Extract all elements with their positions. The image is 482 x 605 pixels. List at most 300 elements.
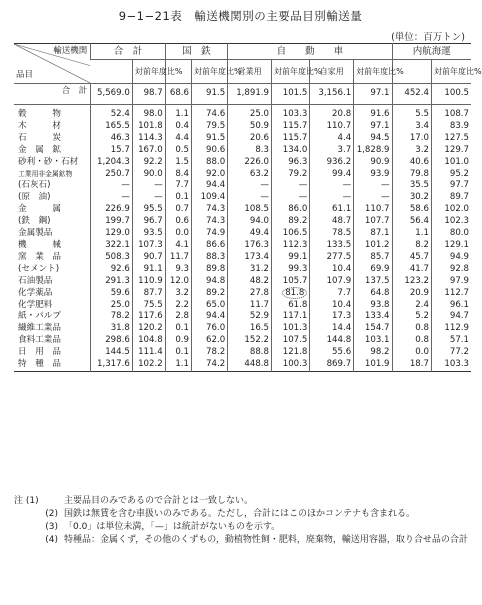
cell: 0.6 (165, 216, 191, 228)
cell: 86.6 (192, 240, 228, 252)
group-header-auto: 自 動 車 (228, 44, 392, 60)
cell: 97.1 (354, 84, 392, 105)
cell: 20.9 (392, 288, 431, 300)
cell: 25.0 (228, 109, 272, 121)
cell: 91.5 (192, 84, 228, 105)
cell: 64.8 (354, 288, 392, 300)
note-text: 「0.0」は単位未満，「—」は統計がないものを示す。 (64, 522, 281, 532)
cell: 62.0 (192, 335, 228, 347)
cell: 5.5 (392, 109, 431, 121)
table-row (14, 228, 471, 240)
cell: 78.2 (192, 347, 228, 359)
cell: 20.6 (228, 133, 272, 145)
cell: 46.3 (91, 133, 133, 145)
cell: 102.3 (431, 216, 471, 228)
cell: 41.7 (392, 264, 431, 276)
table-row (14, 264, 471, 276)
cell: 101.8 (132, 121, 165, 133)
cell: 55.6 (310, 347, 354, 359)
cell: 79.5 (192, 121, 228, 133)
cell: 103.1 (354, 335, 392, 347)
cell: 90.9 (354, 157, 392, 169)
row-label: 食料工業品 (18, 335, 61, 346)
cell: 91.1 (132, 264, 165, 276)
cell: 90.0 (132, 169, 165, 181)
cell: — (91, 180, 133, 192)
row-label: 機 械 (18, 239, 61, 250)
cell: 78.2 (91, 311, 133, 323)
cell: 869.7 (310, 359, 354, 371)
cell: 1.1 (165, 359, 191, 371)
cell: 93.9 (354, 169, 392, 181)
cell: 99.4 (310, 169, 354, 181)
cell: 79.8 (392, 169, 431, 181)
cell: 109.4 (192, 192, 228, 204)
cell: 75.5 (132, 300, 165, 312)
cell: 50.9 (228, 121, 272, 133)
cell: 0.0 (392, 347, 431, 359)
cell: — (310, 180, 354, 192)
cell: 127.5 (431, 133, 471, 145)
cell: — (354, 192, 392, 204)
row-label: (石灰石) (18, 180, 51, 191)
cell: — (132, 180, 165, 192)
cell: 3.7 (310, 145, 354, 157)
cell: 0.1 (165, 347, 191, 359)
cell: 74.2 (192, 359, 228, 371)
cell: 45.7 (392, 252, 431, 264)
cell: 77.2 (431, 347, 471, 359)
table-row (14, 216, 471, 228)
cell: 133.4 (354, 311, 392, 323)
cell: 0.0 (165, 228, 191, 240)
cell: 129.7 (431, 145, 471, 157)
table-row (14, 192, 471, 204)
cell: 115.7 (272, 121, 310, 133)
cell: 63.2 (228, 169, 272, 181)
table-row (14, 109, 471, 121)
cell: 85.7 (354, 252, 392, 264)
cell: 18.7 (392, 359, 431, 371)
table-title: 9−1−21表 輸送機関別の主要品目別輸送量 (118, 9, 363, 23)
cell (272, 288, 310, 300)
cell: 20.8 (310, 109, 354, 121)
cell: 154.7 (354, 323, 392, 335)
cell: 79.2 (272, 169, 310, 181)
cell: 88.0 (192, 157, 228, 169)
cell: — (91, 192, 133, 204)
row-label: (原 油) (18, 192, 51, 203)
cell: 112.7 (431, 288, 471, 300)
cell: 277.5 (310, 252, 354, 264)
table-row (14, 347, 471, 359)
cell: 291.3 (91, 276, 133, 288)
cell: 88.3 (192, 252, 228, 264)
cell: 61.1 (310, 204, 354, 216)
cell: 3,156.1 (310, 84, 354, 105)
cell: 1,828.9 (354, 145, 392, 157)
cell: 107.7 (354, 216, 392, 228)
row-label: (セメント) (18, 263, 60, 274)
sub-header-yoy: 対前年度比% (354, 60, 392, 84)
table-row (14, 121, 471, 133)
cell: 94.7 (431, 311, 471, 323)
cell: 94.5 (354, 133, 392, 145)
cell: 144.5 (91, 347, 133, 359)
row-label: 木 材 (18, 120, 61, 131)
cell: 59.6 (91, 288, 133, 300)
cell: 9.3 (165, 264, 191, 276)
cell: 103.3 (272, 109, 310, 121)
header-corner (14, 44, 91, 96)
unit-label: (単位：百万トン) (391, 32, 465, 43)
cell: 94.8 (192, 276, 228, 288)
cell: 114.3 (132, 133, 165, 145)
cell: — (354, 180, 392, 192)
row-label: 化学薬品 (18, 287, 53, 298)
cell: 30.2 (392, 192, 431, 204)
cell: 88.8 (228, 347, 272, 359)
cell: 226.0 (228, 157, 272, 169)
cell: 100.5 (431, 84, 471, 105)
row-label: 金 属 鉱 (18, 144, 61, 155)
table-row (14, 311, 471, 323)
table-row (14, 145, 471, 157)
cell: — (132, 192, 165, 204)
cell: 0.8 (392, 335, 431, 347)
cell: 95.5 (132, 204, 165, 216)
cell: 91.6 (354, 109, 392, 121)
cell: 108.7 (431, 109, 471, 121)
cell: 129.1 (431, 240, 471, 252)
cell: 87.1 (354, 228, 392, 240)
corner-bottom-label: 品目 (16, 70, 34, 81)
cell: 250.7 (91, 169, 133, 181)
cell: 94.0 (228, 216, 272, 228)
sub-header-commercial: 営業用 (228, 60, 272, 84)
cell: 8.4 (165, 169, 191, 181)
cell: 96.7 (132, 216, 165, 228)
cell: 3.2 (392, 145, 431, 157)
cell: 11.7 (165, 252, 191, 264)
cell: — (228, 192, 272, 204)
cell: 74.6 (192, 109, 228, 121)
table-row (14, 204, 471, 216)
cell: — (272, 192, 310, 204)
sub-header-yoy: 対前年度比% (272, 60, 310, 84)
cell: 92.8 (431, 264, 471, 276)
group-header-total: 合 計 (91, 44, 166, 60)
cell: 117.1 (272, 311, 310, 323)
cell: 7.7 (310, 288, 354, 300)
cell: 1.1 (165, 109, 191, 121)
cell: 98.2 (354, 347, 392, 359)
cell: 92.6 (91, 264, 133, 276)
cell: 4.1 (165, 240, 191, 252)
cell: 3.4 (392, 121, 431, 133)
cell: 48.2 (228, 276, 272, 288)
cell: 110.9 (132, 276, 165, 288)
note-key: (3) (45, 522, 58, 532)
cell: 5.2 (392, 311, 431, 323)
sub-header-yoy: 対前年度比% (132, 60, 165, 84)
cell: 298.6 (91, 335, 133, 347)
row-label: 金 属 (18, 204, 61, 215)
cell: 1,317.6 (91, 359, 133, 371)
cell: 448.8 (228, 359, 272, 371)
row-label: 特 種 品 (18, 359, 61, 370)
row-label: 工業用非金属鉱物 (18, 169, 73, 178)
cell: 129.0 (91, 228, 133, 240)
cell: 31.8 (91, 323, 133, 335)
cell: 107.9 (310, 276, 354, 288)
cell: 92.2 (132, 157, 165, 169)
cell: 173.4 (228, 252, 272, 264)
note-text: 主要品目のみであるので合計とは一致しない。 (64, 496, 254, 506)
table-row (14, 359, 471, 371)
note-item (14, 508, 474, 521)
row-label: 穀 物 (18, 109, 61, 119)
cell: 89.7 (431, 192, 471, 204)
table-row (14, 288, 471, 300)
cell: 112.9 (431, 323, 471, 335)
cell: 8.3 (228, 145, 272, 157)
cell: 65.0 (192, 300, 228, 312)
cell: 99.1 (272, 252, 310, 264)
cell: 74.3 (192, 216, 228, 228)
cell: 199.7 (91, 216, 133, 228)
cell: 78.5 (310, 228, 354, 240)
cell: 103.3 (431, 359, 471, 371)
row-label: (鉄 鋼) (18, 216, 51, 227)
cell: 40.6 (392, 157, 431, 169)
cell: 98.7 (132, 84, 165, 105)
table-row (14, 240, 471, 252)
note-key: (2) (45, 509, 58, 519)
cell: 97.1 (354, 121, 392, 133)
cell: 58.6 (392, 204, 431, 216)
cell: 1.1 (392, 228, 431, 240)
cell: 95.2 (431, 169, 471, 181)
cell: 52.4 (91, 109, 133, 121)
cell: 101.0 (431, 157, 471, 169)
cell: 10.4 (310, 264, 354, 276)
transport-table (14, 43, 482, 372)
cell: 57.1 (431, 335, 471, 347)
cell: 107.5 (272, 335, 310, 347)
corner-mid-label: 合 計 (61, 86, 88, 96)
note-text: 特種品：金属くず，その他のくずもの，動植物性飼・肥料，廃棄物，輸送用容器，取り合せ品の合計 (64, 535, 468, 545)
cell: 89.2 (192, 288, 228, 300)
row-label: 日 用 品 (18, 347, 61, 358)
row-label: 窯 業 品 (18, 251, 61, 262)
cell: 117.6 (132, 311, 165, 323)
note-item (14, 495, 474, 508)
cell: 121.8 (272, 347, 310, 359)
cell: — (272, 180, 310, 192)
cell: 152.2 (228, 335, 272, 347)
cell: 94.4 (192, 311, 228, 323)
row-label: 化学肥料 (18, 299, 53, 310)
cell: 4.4 (165, 133, 191, 145)
cell: 31.2 (228, 264, 272, 276)
cell: 89.2 (272, 216, 310, 228)
cell: 133.5 (310, 240, 354, 252)
cell: 89.8 (192, 264, 228, 276)
cell: 100.3 (272, 359, 310, 371)
cell: 105.7 (272, 276, 310, 288)
cell: 14.4 (310, 323, 354, 335)
row-label: 紙・パルプ (18, 311, 61, 322)
cell: 76.0 (192, 323, 228, 335)
cell: 61.8 (272, 300, 310, 312)
cell: 74.9 (192, 228, 228, 240)
cell: 87.7 (132, 288, 165, 300)
cell: 68.6 (165, 84, 191, 105)
cell: 322.1 (91, 240, 133, 252)
cell: 52.9 (228, 311, 272, 323)
table-row (14, 300, 471, 312)
table-row (14, 180, 471, 192)
cell: 8.2 (392, 240, 431, 252)
cell: 80.0 (431, 228, 471, 240)
cell: 3.2 (165, 288, 191, 300)
table-row (14, 133, 471, 145)
cell: 12.0 (165, 276, 191, 288)
cell: 1,891.9 (228, 84, 272, 105)
cell: 452.4 (392, 84, 431, 105)
cell: 96.3 (272, 157, 310, 169)
cell: 108.5 (228, 204, 272, 216)
cell: 17.3 (310, 311, 354, 323)
cell: 115.7 (272, 133, 310, 145)
cell: 97.7 (431, 180, 471, 192)
sub-header-blank (91, 60, 133, 84)
cell: 7.7 (165, 180, 191, 192)
cell: 69.9 (354, 264, 392, 276)
cell: — (228, 180, 272, 192)
cell: 0.4 (165, 121, 191, 133)
cell: 0.1 (165, 192, 191, 204)
cell: 90.6 (192, 145, 228, 157)
cell: 226.9 (91, 204, 133, 216)
cell: 107.3 (132, 240, 165, 252)
cell: 101.9 (354, 359, 392, 371)
note-key: 注 (1) (14, 496, 39, 506)
table-row (14, 335, 471, 347)
cell: 120.2 (132, 323, 165, 335)
cell: 92.0 (192, 169, 228, 181)
row-label: 砂利・砂・石材 (18, 156, 79, 167)
corner-top-label: 輸送機関 (53, 46, 88, 56)
cell: 2.2 (165, 300, 191, 312)
cell: 94.4 (192, 180, 228, 192)
cell: 25.0 (91, 300, 133, 312)
cell: 86.0 (272, 204, 310, 216)
cell: 96.1 (431, 300, 471, 312)
row-label: 繊維工業品 (18, 323, 61, 334)
cell: 48.7 (310, 216, 354, 228)
cell: 101.2 (354, 240, 392, 252)
cell: 11.7 (228, 300, 272, 312)
cell: 110.7 (354, 204, 392, 216)
cell: 1.5 (165, 157, 191, 169)
group-header-jnr: 国 鉄 (165, 44, 227, 60)
cell: 936.2 (310, 157, 354, 169)
cell: 91.5 (192, 133, 228, 145)
circled-value: 81.8 (282, 287, 307, 299)
cell: 74.3 (192, 204, 228, 216)
cell: 106.5 (272, 228, 310, 240)
cell: 10.4 (310, 300, 354, 312)
cell: 17.0 (392, 133, 431, 145)
note-item (14, 521, 474, 534)
group-header-coastal: 内航海運 (392, 44, 471, 60)
cell: 83.9 (431, 121, 471, 133)
cell: 27.8 (228, 288, 272, 300)
table-row (14, 252, 471, 264)
cell: 1,204.3 (91, 157, 133, 169)
note-text: 国鉄は無賃を含む車扱いのみである。ただし，合計にはこのほかコンテナも含まれる。 (64, 509, 416, 519)
cell: 99.3 (272, 264, 310, 276)
note-item (14, 534, 474, 547)
cell: 0.9 (165, 335, 191, 347)
cell: 2.8 (165, 311, 191, 323)
cell: 165.5 (91, 121, 133, 133)
cell: 123.2 (392, 276, 431, 288)
cell: 101.5 (272, 84, 310, 105)
notes (14, 495, 474, 547)
cell: 167.0 (132, 145, 165, 157)
cell: 102.0 (431, 204, 471, 216)
note-key: (4) (45, 535, 58, 545)
table-row (14, 276, 471, 288)
row-label: 石油製品 (18, 275, 53, 286)
row-label: 石 炭 (18, 132, 61, 143)
cell: 98.0 (132, 109, 165, 121)
cell: 137.5 (354, 276, 392, 288)
cell: 93.5 (132, 228, 165, 240)
cell: 101.3 (272, 323, 310, 335)
cell: 49.4 (228, 228, 272, 240)
cell: 508.3 (91, 252, 133, 264)
cell: 0.8 (392, 323, 431, 335)
table-row (14, 157, 471, 169)
sub-header-private: 自家用 (310, 60, 354, 84)
cell: 4.4 (310, 133, 354, 145)
table-row (14, 169, 471, 181)
table-row (14, 323, 471, 335)
cell: 0.7 (165, 204, 191, 216)
cell: 0.1 (165, 323, 191, 335)
cell: 134.0 (272, 145, 310, 157)
cell: 2.4 (392, 300, 431, 312)
cell: 97.9 (431, 276, 471, 288)
sub-header-yoy: 対前年度比% (431, 60, 471, 84)
cell: 144.8 (310, 335, 354, 347)
cell: 90.7 (132, 252, 165, 264)
cell: 93.8 (354, 300, 392, 312)
cell: 104.8 (132, 335, 165, 347)
cell: 56.4 (392, 216, 431, 228)
cell: — (310, 192, 354, 204)
sub-header-yoy: 対前年度比% (192, 60, 228, 84)
cell: 176.3 (228, 240, 272, 252)
cell: 112.3 (272, 240, 310, 252)
cell: 94.9 (431, 252, 471, 264)
cell: 5,569.0 (91, 84, 133, 105)
cell: 111.4 (132, 347, 165, 359)
